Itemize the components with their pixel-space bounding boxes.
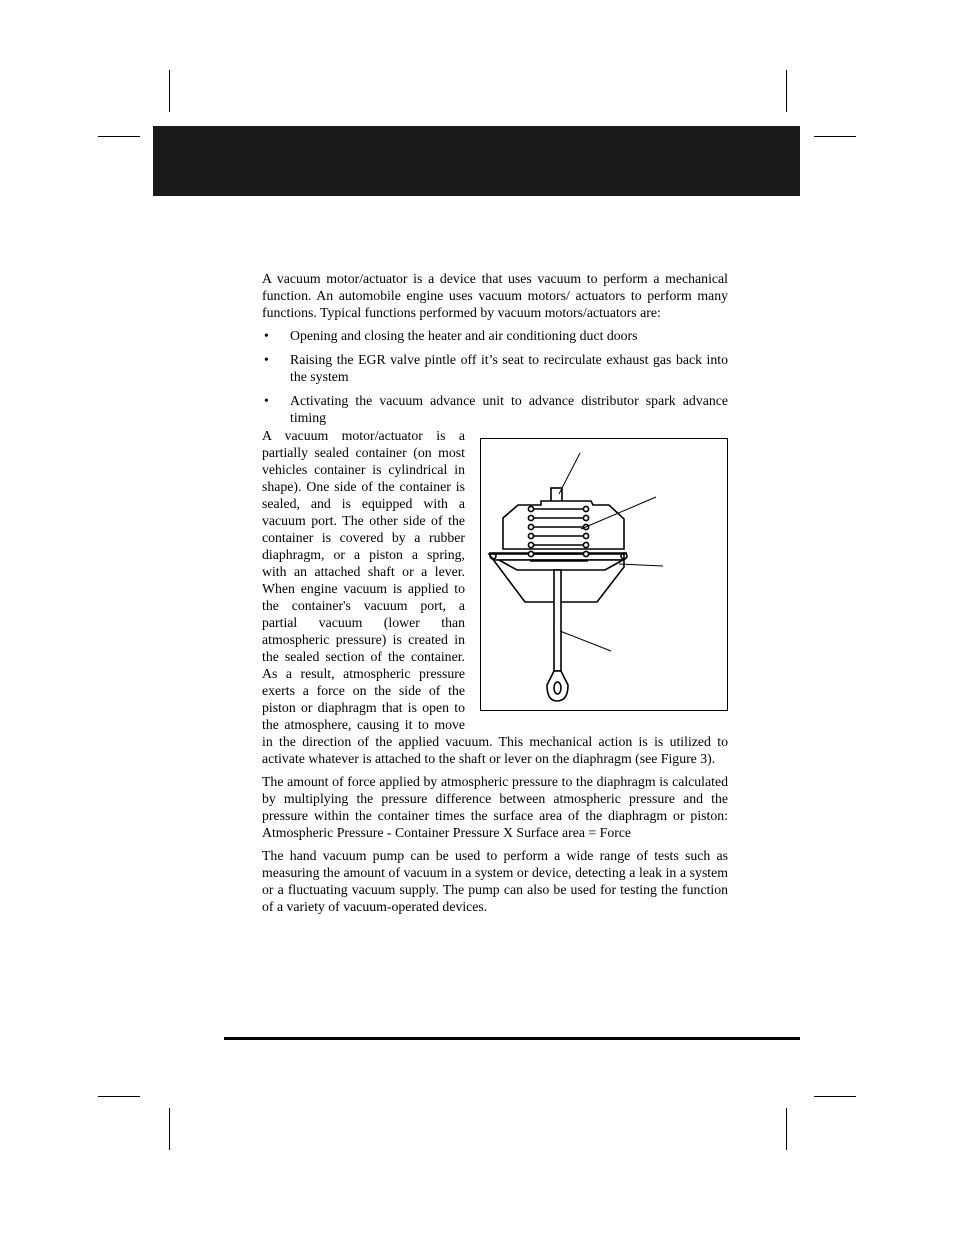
footer-rule bbox=[224, 1037, 800, 1040]
crop-mark bbox=[169, 1108, 170, 1150]
bullet-icon: • bbox=[264, 393, 269, 408]
bullet-icon: • bbox=[264, 352, 269, 367]
pump-paragraph: The hand vacuum pump can be used to perform a wide range of tests such as measuring the amount of vacuum in a system or device, detecting a leak in a system or a fluctuating vacuum supply. The pump can also be used for testing the function of a variety of vacuum-operated devices. bbox=[262, 848, 728, 914]
force-paragraph: The amount of force applied by atmospheric pressure to the diaphragm is calculated by multiplying the pressure difference between atmospheric pressure and the pressure within the container times the surface area of the diaphragm or piston: Atmospheric Pressure - Container Pressure X Surface area = Force bbox=[262, 774, 728, 840]
crop-mark bbox=[786, 1108, 787, 1150]
list-item: • Opening and closing the heater and air conditioning duct doors bbox=[264, 328, 638, 343]
vacuum-actuator-figure bbox=[480, 438, 728, 711]
crop-mark bbox=[786, 70, 787, 112]
crop-mark bbox=[814, 1096, 856, 1097]
crop-mark bbox=[98, 136, 140, 137]
crop-mark bbox=[814, 136, 856, 137]
crop-mark bbox=[169, 70, 170, 112]
header-bar bbox=[153, 126, 800, 196]
description-paragraph: A vacuum motor/actuator is a partially sealed container (on most vehicles container is cylindrical in shape). One side of the container is sealed, and is equipped with a vacuum port. The other side of the container is covered by a rubber diaphragm, or a piston a spring, with an attached shaft or a lever. When engine vacuum is applied to the container's vacuum port, a partial vacuum (lower than atmospheric pressure) is created in the sealed section of the container. As a result, atmospheric pressure exerts a force on the side of the piston or diaphragm that is open to the atmosphere, causing it to move in the direction of the applied vacuum. This mechanical action is is utilized to activate whatever is attached to the shaft or lever on the diaphragm (see Figure 3). bbox=[262, 428, 728, 766]
list-item: • Raising the EGR valve pintle off it’s seat to recirculate exhaust gas back into the system bbox=[264, 352, 728, 384]
list-item: • Activating the vacuum advance unit to advance distributor spark advance timing bbox=[264, 393, 728, 425]
crop-mark bbox=[98, 1096, 140, 1097]
bullet-icon: • bbox=[264, 328, 269, 343]
vacuum-actuator-diagram-icon bbox=[481, 439, 727, 710]
page-content bbox=[262, 270, 728, 921]
function-list bbox=[262, 327, 728, 426]
intro-paragraph: A vacuum motor/actuator is a device that uses vacuum to perform a mechanical function. An automobile engine uses vacuum motors/ actuators to perform many functions. Typical functions performed by vacuum motors/actuators are: bbox=[262, 271, 728, 320]
